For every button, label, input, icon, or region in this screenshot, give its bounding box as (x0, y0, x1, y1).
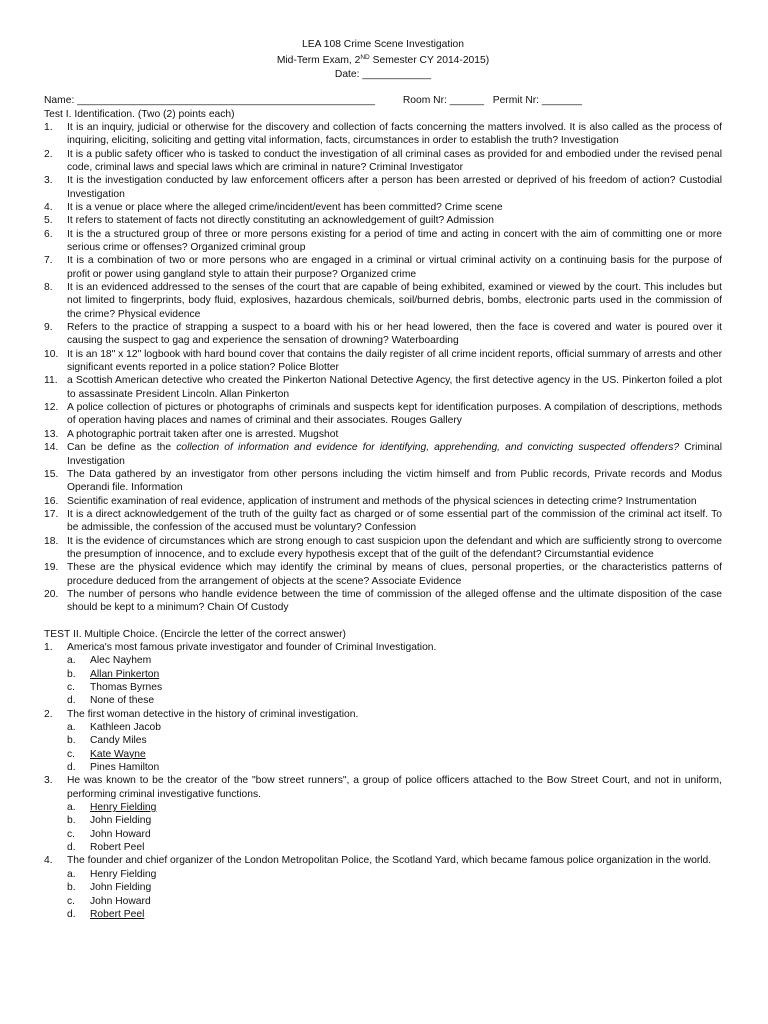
option-text: Allan Pinkerton (90, 668, 160, 680)
item-text: It is an 18" x 12" logbook with hard bound cover that contains the daily register of all crime incident reports, official summary of arrests and other significant events reported in a police station? Police Blotter (67, 348, 723, 374)
option-letter: b. (67, 668, 76, 680)
item-text: It is a public safety officer who is tasked to conduct the investigation of all criminal cases as provided for and embodied under the revised penal code, criminal laws and special laws which are criminal in nature? Criminal Investigator (67, 148, 722, 173)
test1-item (44, 228, 722, 255)
question-text: The founder and chief organizer of the London Metropolitan Police, the Scotland Yard, which became famous police organization in the world. (67, 855, 712, 867)
item-number: 19. (44, 562, 59, 574)
test1-item (44, 428, 722, 441)
option-text: John Howard (90, 895, 151, 907)
name-row (44, 94, 722, 107)
answer-option[interactable] (44, 908, 722, 921)
answer-option[interactable] (44, 841, 722, 854)
item-number: 12. (44, 402, 59, 414)
item-number: 14. (44, 442, 59, 454)
mc-question-row (44, 774, 722, 801)
test1-item (44, 441, 722, 468)
exam-subtitle-pre: Mid-Term Exam, 2 (276, 55, 361, 67)
item-number: 8. (44, 282, 53, 294)
item-number: 20. (44, 588, 59, 600)
test1-item (44, 254, 722, 281)
test1-item (44, 214, 722, 227)
option-letter: d. (67, 842, 76, 854)
answer-option[interactable] (44, 895, 722, 908)
option-letter: c. (67, 828, 76, 840)
test1-item (44, 374, 722, 401)
test1-item (44, 401, 722, 428)
item-number: 10. (44, 348, 59, 360)
option-text: Robert Peel (90, 908, 145, 920)
item-text-post: Criminal Investigation (67, 442, 722, 467)
answer-option[interactable] (44, 761, 722, 774)
option-letter: a. (67, 655, 76, 667)
test2-title: TEST II. Multiple Choice. (Encircle the letter of the correct answer) (44, 628, 346, 640)
answer-option[interactable] (44, 668, 722, 681)
item-number: 1. (44, 121, 53, 133)
name-field: Name: ____________________________________________________ (44, 95, 375, 107)
option-letter: b. (67, 815, 76, 827)
test1-item (44, 148, 722, 175)
item-text: The number of persons who handle evidence between the time of commission of the alleged offense and the ultimate disposition of the case should be kept to a minimum? Chain Of Custody (67, 588, 722, 614)
option-letter: d. (67, 908, 76, 920)
test1-item (44, 174, 722, 201)
option-letter: a. (67, 868, 76, 880)
mc-question (44, 708, 722, 775)
exam-subtitle (44, 51, 722, 67)
option-text: Kathleen Jacob (90, 722, 161, 734)
item-text-pre: Can be define as the (67, 442, 177, 454)
exam-subtitle-post: Semester CY 2014-2015) (369, 55, 490, 67)
item-text: It is an evidenced addressed to the senses of the court that are capable of being exhibited, examined or viewed by the court. This includes but not limited to fingerprints, body fluid, explosives, hazardous chemicals, soil/burned debris, bombs, electronic parts used in the commission of the crime? Physical evidence (67, 282, 722, 320)
exam-header (44, 38, 722, 81)
option-letter: b. (67, 882, 76, 894)
mc-question (44, 641, 722, 708)
option-letter: c. (67, 748, 76, 760)
test2-list (44, 641, 722, 921)
item-text: It is the a structured group of three or more persons existing for a period of time and acting in concert with the aim of committing one or more serious crime or offenses? Organized criminal group (67, 228, 722, 253)
option-text: Alec Nayhem (90, 655, 152, 667)
option-text: John Fielding (90, 815, 152, 827)
item-text: A photographic portrait taken after one is arrested. Mugshot (67, 428, 339, 440)
answer-option[interactable] (44, 654, 722, 667)
test1-item (44, 121, 722, 148)
answer-option[interactable] (44, 721, 722, 734)
mc-question-row (44, 708, 722, 721)
answer-option[interactable] (44, 734, 722, 747)
item-number: 16. (44, 495, 59, 507)
item-text: It is an inquiry, judicial or otherwise for the discovery and collection of facts concerning the matters involved. It is also called as the process of inquiring, eliciting, soliciting and getting vital information, facts, circumstances in order to establish the truth? Investigation (67, 121, 722, 147)
option-text: John Howard (90, 828, 151, 840)
item-text: It is the evidence of circumstances which are strong enough to cast suspicion upon the defendant and which are sufficiently strong to overcome the presumption of innocence, and to exclude every hypothesis except that of the guilt of the defendant? Circumstantial evidence (67, 535, 722, 560)
question-text: He was known to be the creator of the "bow street runners", a group of police officers attached to the Bow Street Court, and not in uniform, performing criminal investigative functions. (67, 775, 722, 800)
item-text: It refers to statement of facts not directly constituting an acknowledgement of guilt? Admission (67, 215, 494, 227)
option-text: John Fielding (90, 882, 152, 894)
item-number: 7. (44, 255, 53, 267)
item-text: A police collection of pictures or photographs of criminals and suspects kept for identification purposes. A compilation of descriptions, methods of operation having places and names of criminal and their associates. Rouges Gallery (67, 402, 722, 427)
question-text: America's most famous private investigator and founder of Criminal Investigation. (67, 641, 437, 653)
option-letter: a. (67, 802, 76, 814)
option-letter: d. (67, 762, 76, 774)
item-number: 15. (44, 468, 59, 480)
option-letter: a. (67, 722, 76, 734)
item-text: Scientific examination of real evidence, application of instrument and methods of the physical sciences in detecting crime? Instrumentation (67, 495, 697, 507)
question-text: The first woman detective in the history of criminal investigation. (67, 708, 359, 720)
mc-question (44, 854, 722, 921)
permit-field: Permit Nr: _______ (492, 95, 582, 107)
option-letter: c. (67, 682, 76, 693)
item-text: a Scottish American detective who created the Pinkerton National Detective Agency, the first detective agency in the US. Pinkerton foiled a plot to assassinate President Lincoln. Allan Pinkerton (67, 375, 722, 400)
mc-question (44, 774, 722, 854)
room-permit (403, 94, 582, 107)
test1-item (44, 348, 722, 375)
item-text: Refers to the practice of strapping a suspect to a board with his or her head lowered, then the face is covered and water is poured over it causing the suspect to gag and experience the sensation of drowning? Waterboarding (67, 322, 722, 347)
option-text: Henry Fielding (90, 868, 157, 880)
room-field: Room Nr: ______ (402, 95, 485, 107)
exam-date: Date: ____________ (334, 68, 432, 80)
option-text: Robert Peel (90, 842, 145, 854)
item-text: The Data gathered by an investigator from other persons including the victim himself and from Public records, Private records and Modus Operandi file. Information (67, 468, 722, 494)
test1-item (44, 561, 722, 588)
option-text: Henry Fielding (90, 802, 157, 814)
item-text: It is the investigation conducted by law enforcement officers after a person has been arrested or deprived of his freedom of action? Custodial Investigation (67, 175, 722, 200)
item-number: 4. (44, 201, 53, 213)
answer-option[interactable] (44, 828, 722, 841)
test1-item (44, 495, 722, 508)
option-letter: d. (67, 695, 76, 707)
mc-question-row (44, 854, 722, 867)
item-number: 17. (44, 508, 59, 520)
question-number: 1. (44, 641, 53, 653)
test1-item (44, 201, 722, 214)
item-text: It is a combination of two or more persons who are engaged in a criminal or virtual criminal activity on a continuing basis for the purpose of profit or power using gangland style to attain their purpose? Organized crime (67, 255, 722, 280)
test1-item (44, 281, 722, 321)
test1-list (44, 121, 722, 615)
item-text-italic: collection of information and evidence for identifying, apprehending, and convicting suspected offenders? (176, 442, 680, 454)
item-number: 9. (44, 322, 53, 334)
question-number: 4. (44, 855, 53, 867)
item-text: It is a direct acknowledgement of the truth of the guilty fact as charged or of some essential part of the commission of the criminal act itself. To be admissible, the confession of the accused must be voluntary? Confession (67, 508, 722, 534)
answer-option[interactable] (44, 814, 722, 827)
item-number: 6. (44, 228, 53, 240)
item-number: 13. (44, 428, 59, 440)
answer-option[interactable] (44, 881, 722, 894)
option-text: Kate Wayne (90, 748, 146, 760)
test1-item (44, 535, 722, 562)
answer-option[interactable] (44, 801, 722, 814)
question-number: 3. (44, 775, 53, 787)
option-letter: c. (67, 895, 76, 907)
item-text (67, 441, 722, 468)
item-number: 11. (44, 375, 58, 387)
item-number: 5. (44, 215, 53, 227)
question-number: 2. (44, 708, 53, 720)
test1-item (44, 508, 722, 535)
answer-option[interactable] (44, 694, 722, 707)
option-text: Pines Hamilton (90, 762, 160, 774)
item-text: These are the physical evidence which may identify the criminal by means of clues, personal properties, or the characteristics patterns of procedure deduced from the arrangement of objects at the scene? Associate Evidence (67, 562, 722, 587)
option-text: None of these (90, 695, 155, 707)
option-text: Thomas Byrnes (90, 682, 163, 693)
answer-option[interactable] (44, 748, 722, 761)
option-text: Candy Miles (90, 735, 147, 747)
test1-item (44, 321, 722, 348)
answer-option[interactable] (44, 681, 722, 694)
course-title: LEA 108 Crime Scene Investigation (302, 39, 464, 50)
item-text: It is a venue or place where the alleged crime/incident/event has been committed? Crime scene (67, 201, 503, 213)
item-number: 3. (44, 175, 53, 187)
exam-subtitle-sup: ND (360, 54, 370, 62)
test1-item (44, 468, 722, 495)
option-letter: b. (67, 735, 76, 747)
answer-option[interactable] (44, 868, 722, 881)
test1-title: Test I. Identification. (Two (2) points each) (44, 108, 235, 120)
item-number: 18. (44, 535, 59, 547)
test1-item (44, 588, 722, 615)
item-number: 2. (44, 148, 53, 160)
mc-question-row (44, 641, 722, 654)
